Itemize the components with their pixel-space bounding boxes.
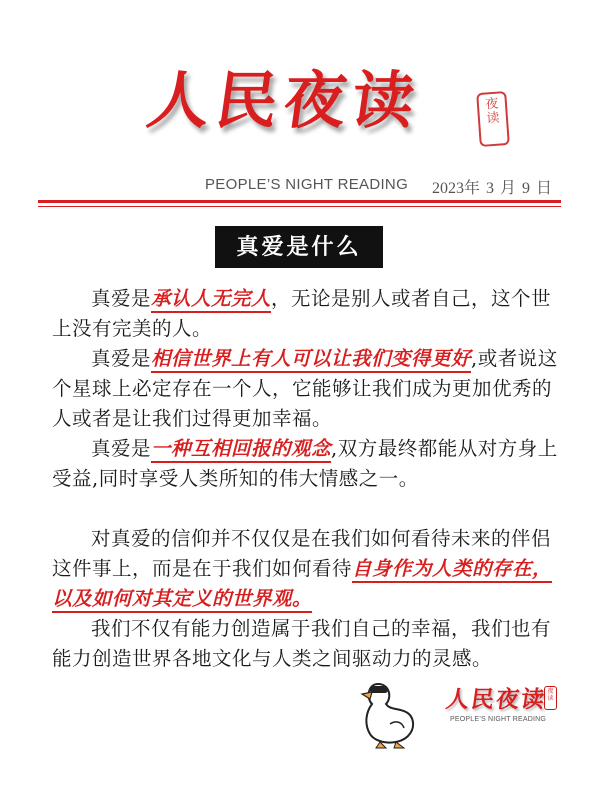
paragraph-4 xyxy=(52,524,562,614)
highlight-phrase: 一种互相回报的观念 xyxy=(151,437,331,463)
highlight-phrase: 承认人无完人 xyxy=(151,287,271,313)
highlight-phrase: 相信世界上有人可以让我们变得更好 xyxy=(151,347,471,373)
article-body xyxy=(52,284,562,674)
paragraph-1 xyxy=(52,284,562,344)
masthead-subtitle: PEOPLE’S NIGHT READING xyxy=(205,176,409,193)
highlight-phrase: 自身作为人类的存在，以及如何对其定义的世界观。 xyxy=(52,557,552,613)
paragraph-text: 真爱是 xyxy=(91,287,152,310)
masthead-title: 人民夜读 xyxy=(142,64,426,137)
duck-mascot-icon xyxy=(358,672,420,750)
paragraph-text: ,双方最终都能从对方身上受益,同时享受人类所知的伟大情感之一。 xyxy=(52,437,558,490)
footer-seal xyxy=(544,686,557,710)
paragraph-2 xyxy=(52,344,562,434)
masthead-seal xyxy=(476,91,510,147)
paragraph-text: 对真爱的信仰并不仅仅是在我们如何看待未来的伴侣这件事上，而是在于我们如何看待 xyxy=(52,527,552,580)
paragraph-text: ，无论是别人或者自己，这个世上没有完美的人。 xyxy=(52,287,552,340)
masthead-rule xyxy=(38,200,561,203)
paragraph-text: 我们不仅有能力创造属于我们自己的幸福，我们也有能力创造世界各地文化与人类之间驱动力的灵感。 xyxy=(52,617,552,670)
seal-char: 读 xyxy=(547,694,554,702)
seal-char: 夜 xyxy=(547,688,554,695)
paragraph-text: ,或者说这个星球上必定存在一个人，它能够让我们成为更加优秀的人或者是让我们过得更加幸福。 xyxy=(52,347,558,430)
masthead-date: 2023年 3 月 9 日 xyxy=(432,180,553,197)
paragraph-text: 真爱是 xyxy=(91,347,152,370)
paragraph-3 xyxy=(52,434,562,494)
masthead xyxy=(0,0,600,210)
paragraph-text: 真爱是 xyxy=(91,437,152,460)
masthead-rule-thin xyxy=(38,206,561,207)
seal-char: 读 xyxy=(485,110,500,127)
paragraph-5 xyxy=(52,614,562,674)
footer-subtitle: PEOPLE’S NIGHT READING xyxy=(450,716,547,723)
seal-char: 夜 xyxy=(484,96,499,113)
article-heading: 真爱是什么 xyxy=(215,226,383,268)
footer-logo: 人民夜读 xyxy=(444,686,548,713)
